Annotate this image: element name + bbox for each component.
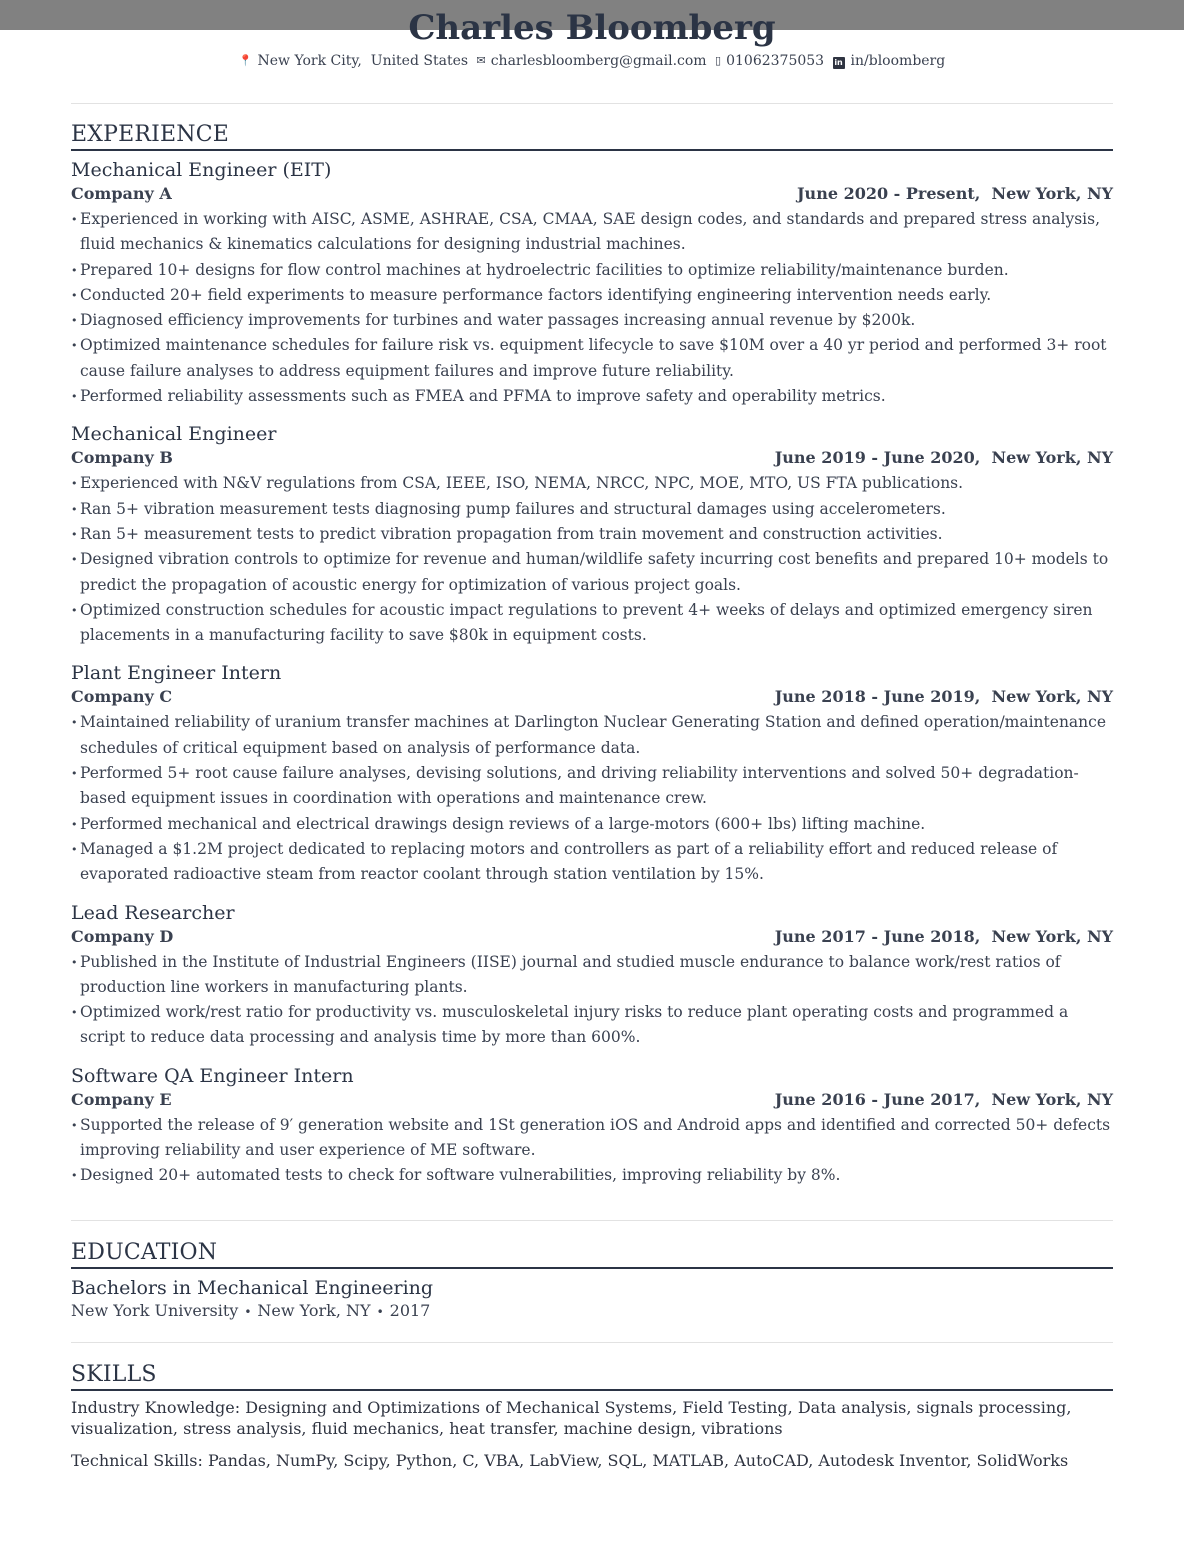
education-details [71, 1299, 1113, 1324]
bullet-list [71, 710, 1113, 887]
bullet-dot: • [71, 1169, 78, 1183]
experience-section [71, 121, 1113, 1189]
bullet-text: Designed 20+ automated tests to check for software vulnerabilities, improving reliability by 8%. [80, 1166, 841, 1185]
job-list [71, 159, 1113, 1189]
bullet-item [71, 308, 1113, 333]
contact-line [0, 53, 1184, 69]
skill-technical: Technical Skills: Pandas, NumPy, Scipy, Python, C, VBA, LabView, SQL, MATLAB, AutoCAD, Autodesk Inventor, SolidWorks [71, 1451, 1069, 1470]
job-title: Lead Researcher [71, 901, 235, 924]
bullet-dot: • [71, 502, 78, 516]
job-entry [71, 662, 1113, 887]
bullet-item [71, 710, 1113, 761]
bullet-text: Conducted 20+ field experiments to measure performance factors identifying engineering intervention needs early. [80, 285, 992, 304]
contact-city: New York City, [257, 53, 362, 69]
bullet-dot: • [71, 213, 78, 226]
bullet-text: Performed 5+ root cause failure analyses, devising solutions, and driving reliability interventions and solved 50+ degradation-based equipment issues in coordination with operations and maintenance crew. [80, 764, 1079, 808]
company-name: Company B [71, 448, 173, 468]
bullet-item [71, 333, 1113, 384]
graduation-year: 2017 [389, 1301, 431, 1320]
bullet-text: Ran 5+ measurement tests to predict vibration propagation from train movement and construction activities. [80, 524, 943, 543]
bullet-dot: • [71, 767, 78, 781]
bullet-dot: • [71, 716, 78, 730]
bullet-text: Diagnosed efficiency improvements for turbines and water passages increasing annual revenue by $200k. [80, 311, 916, 330]
bullet-item [71, 761, 1113, 812]
education-section [71, 1239, 1113, 1324]
bullet-text: Experienced with N&V regulations from CSA, IEEE, ISO, NEMA, NRCC, NPC, MOE, MTO, US FTA publications. [80, 474, 964, 493]
skills-heading: SKILLS [71, 1361, 1113, 1391]
envelope-icon: ✉ [476, 54, 486, 67]
job-meta [71, 447, 1113, 469]
bullet-item [71, 598, 1113, 649]
job-dates-location: June 2018 - June 2019, New York, NY [774, 687, 1113, 707]
bullet-text: Optimized work/rest ratio for productivity vs. musculoskeletal injury risks to reduce plant operating costs and programmed a script to reduce data processing and analysis time by more than 600%. [80, 1003, 1069, 1047]
contact-email[interactable] [477, 53, 707, 69]
school-name: New York University [71, 1301, 239, 1320]
bullet-dot: • [71, 955, 78, 969]
bullet-text: Maintained reliability of uranium transfer machines at Darlington Nuclear Generating Station and defined operation/maintenance schedules of critical equipment based on analysis of performance data. [80, 713, 1107, 757]
company-name: Company C [71, 687, 173, 707]
bullet-text: Optimized construction schedules for acoustic impact regulations to prevent 4+ weeks of delays and optimized emergency siren placements in a manufacturing facility to save $80k in equipment costs. [80, 600, 1093, 645]
bullet-text: Designed vibration controls to optimize for revenue and human/wildlife safety incurring cost benefits and prepared 10+ models to predict the propagation of acoustic energy for optimization of various project goals. [80, 550, 1109, 594]
job-dates-location: June 2020 - Present, New York, NY [796, 184, 1113, 203]
bullet-item [71, 258, 1113, 283]
bullet-list [71, 950, 1113, 1051]
company-name: Company D [71, 926, 174, 946]
bullet-dot: • [71, 527, 78, 541]
bullet-dot: • [71, 314, 78, 328]
contact-phone-text: 01062375053 [726, 53, 825, 69]
job-meta [71, 926, 1113, 948]
job-dates-location: June 2017 - June 2018, New York, NY [774, 926, 1113, 946]
bullet-dot: • [71, 390, 78, 404]
bullet-text: Performed reliability assessments such as FMEA and PFMA to improve safety and operability metrics. [80, 387, 886, 406]
bullet-item [71, 1000, 1113, 1051]
contact-email-text: charlesbloomberg@gmail.com [490, 53, 707, 69]
education-divider [71, 1220, 1113, 1221]
bullet-dot: • [71, 477, 78, 491]
linkedin-icon: in [834, 58, 843, 67]
job-entry [71, 1065, 1113, 1189]
bullet-item [71, 1113, 1113, 1164]
bullet-text: Ran 5+ vibration measurement tests diagnosing pump failures and structural damages using accelerometers. [80, 499, 946, 518]
contact-country: United States [370, 53, 469, 69]
bullet-text: Optimized maintenance schedules for failure risk vs. equipment lifecycle to save $10M over a 40 yr period and performed 3+ root cause failure analyses to address equipment failures and improve future reliability. [80, 336, 1107, 380]
school-location: New York, NY [257, 1301, 371, 1320]
experience-heading: EXPERIENCE [71, 121, 1113, 151]
job-dates-location: June 2019 - June 2020, New York, NY [774, 448, 1113, 468]
bullet-item [71, 522, 1113, 547]
bullet-dot: • [71, 1006, 78, 1020]
job-entry [71, 423, 1113, 648]
job-meta [71, 183, 1113, 205]
bullet-dot: • [71, 842, 78, 856]
contact-location [239, 53, 468, 69]
skill-industry: Industry Knowledge: Designing and Optimizations of Mechanical Systems, Field Testing, Data analysis, signals processing, visualization, stress analysis, fluid mechanics, heat transfer, machine design, vibrations [71, 1398, 1072, 1438]
job-meta [71, 686, 1113, 708]
degree-title: Bachelors in Mechanical Engineering [71, 1277, 434, 1299]
bullet-dot: • [71, 553, 78, 567]
bullet-item [71, 471, 1113, 496]
job-title: Plant Engineer Intern [71, 662, 282, 685]
bullet-text: Supported the release of 9′ generation website and 1St generation iOS and Android apps and identified and corrected 50+ defects improving reliability and user experience of ME software. [80, 1115, 1111, 1160]
job-title: Software QA Engineer Intern [71, 1064, 354, 1087]
skills-section [71, 1361, 1113, 1471]
bullet-list [71, 207, 1113, 409]
bullet-item [71, 1163, 1113, 1188]
contact-linkedin-text: in/bloomberg [850, 53, 946, 69]
contact-linkedin[interactable] [833, 53, 946, 69]
bullet-item [71, 837, 1113, 888]
bullet-text: Prepared 10+ designs for flow control machines at hydroelectric facilities to optimize reliability/maintenance burden. [80, 260, 1009, 279]
education-heading: EDUCATION [71, 1239, 1113, 1269]
bullet-text: Published in the Institute of Industrial Engineers (IISE) journal and studied muscle endurance to balance work/rest ratios of production line workers in manufacturing plants. [80, 952, 1061, 996]
bullet-item [71, 384, 1113, 409]
candidate-name: Charles Bloomberg [408, 8, 776, 48]
job-entry [71, 159, 1113, 409]
job-dates-location: June 2016 - June 2017, New York, NY [774, 1089, 1113, 1109]
job-title: Mechanical Engineer [71, 423, 277, 446]
separator: • [244, 1305, 252, 1319]
bullet-item [71, 950, 1113, 1001]
skills-divider [71, 1342, 1113, 1343]
bullet-dot: • [71, 603, 78, 617]
contact-phone[interactable] [715, 53, 824, 69]
bullet-dot: • [71, 339, 78, 353]
bullet-dot: • [71, 288, 78, 302]
job-entry [71, 902, 1113, 1051]
bullet-item [71, 812, 1113, 837]
bullet-text: Performed mechanical and electrical drawings design reviews of a large-motors (600+ lbs) lifting machine. [80, 814, 926, 833]
header-divider [71, 103, 1113, 104]
job-title: Mechanical Engineer (EIT) [71, 159, 332, 181]
bullet-list [71, 1113, 1113, 1189]
company-name: Company A [71, 184, 172, 203]
bullet-text: Managed a $1.2M project dedicated to replacing motors and controllers as part of a reliability effort and reduced release of evaporated radioactive steam from reactor coolant through station ventilation by 15%. [80, 839, 1058, 884]
bullet-dot: • [71, 263, 78, 277]
bullet-item [71, 497, 1113, 522]
job-meta [71, 1089, 1113, 1111]
bullet-item [71, 207, 1113, 258]
bullet-list [71, 471, 1113, 648]
map-pin-icon: 📍 [238, 54, 253, 67]
phone-icon: ▯ [715, 54, 722, 67]
bullet-item [71, 283, 1113, 308]
bullet-dot: • [71, 1118, 78, 1132]
bullet-dot: • [71, 817, 78, 831]
separator: • [376, 1305, 384, 1319]
bullet-text: Experienced in working with AISC, ASME, ASHRAE, CSA, CMAA, SAE design codes, and standards and prepared stress analysis, fluid mechanics & kinematics calculations for designing industrial machines. [80, 210, 1101, 254]
company-name: Company E [71, 1089, 172, 1109]
bullet-item [71, 547, 1113, 598]
